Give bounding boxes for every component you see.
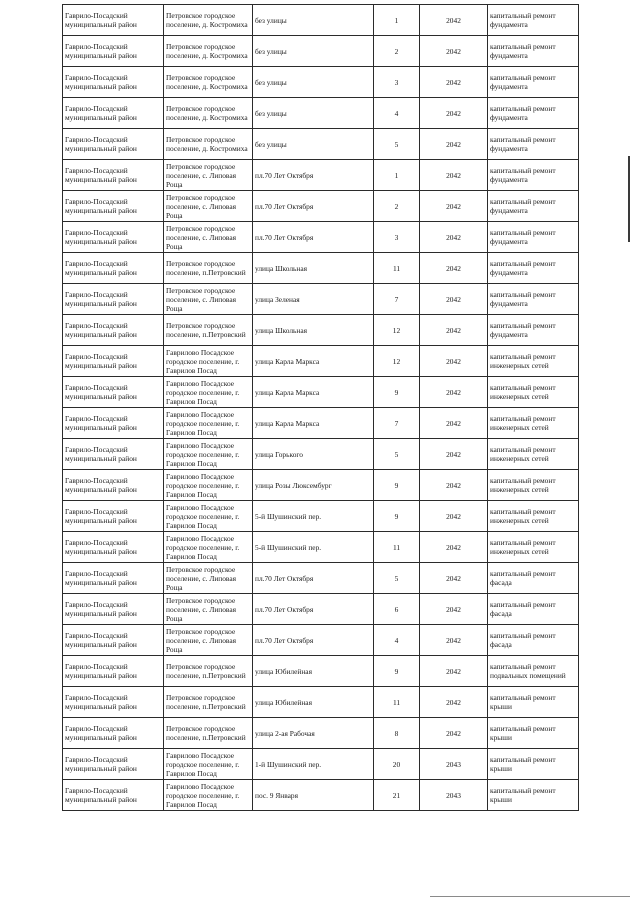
- work-type-cell: капитальный ремонт фасада: [488, 625, 579, 656]
- street-cell: без улицы: [253, 129, 374, 160]
- work-type-cell: капитальный ремонт подвальных помещений: [488, 656, 579, 687]
- year-cell: 2042: [420, 346, 488, 377]
- district-cell: Гаврило-Посадский муниципальный район: [63, 160, 164, 191]
- house-number-cell: 5: [374, 439, 420, 470]
- table-row: [63, 656, 579, 687]
- street-cell: без улицы: [253, 36, 374, 67]
- scan-edge-mark: [628, 156, 630, 242]
- table-row: [63, 594, 579, 625]
- table-row: [63, 439, 579, 470]
- house-number-cell: 11: [374, 687, 420, 718]
- work-type-cell: капитальный ремонт фасада: [488, 594, 579, 625]
- house-number-cell: 3: [374, 67, 420, 98]
- table-row: [63, 563, 579, 594]
- street-cell: без улицы: [253, 98, 374, 129]
- work-type-cell: капитальный ремонт фундамента: [488, 222, 579, 253]
- house-number-cell: 9: [374, 656, 420, 687]
- street-cell: улица Школьная: [253, 315, 374, 346]
- work-type-cell: капитальный ремонт фундамента: [488, 36, 579, 67]
- table-row: [63, 780, 579, 811]
- table-row: [63, 718, 579, 749]
- district-cell: Гаврило-Посадский муниципальный район: [63, 749, 164, 780]
- street-cell: пл.70 Лет Октября: [253, 594, 374, 625]
- table-body: [63, 5, 579, 811]
- year-cell: 2042: [420, 36, 488, 67]
- street-cell: без улицы: [253, 67, 374, 98]
- settlement-cell: Гаврилово Посадское городское поселение, г. Гаврилов Посад: [164, 346, 253, 377]
- street-cell: улица Карла Маркса: [253, 346, 374, 377]
- year-cell: 2042: [420, 656, 488, 687]
- table-row: [63, 408, 579, 439]
- house-number-cell: 9: [374, 501, 420, 532]
- settlement-cell: Петровское городское поселение, п.Петровский: [164, 253, 253, 284]
- district-cell: Гаврило-Посадский муниципальный район: [63, 625, 164, 656]
- house-number-cell: 9: [374, 377, 420, 408]
- work-type-cell: капитальный ремонт инженерных сетей: [488, 346, 579, 377]
- district-cell: Гаврило-Посадский муниципальный район: [63, 656, 164, 687]
- district-cell: Гаврило-Посадский муниципальный район: [63, 36, 164, 67]
- street-cell: пл.70 Лет Октября: [253, 222, 374, 253]
- table-row: [63, 532, 579, 563]
- table-row: [63, 5, 579, 36]
- house-number-cell: 8: [374, 718, 420, 749]
- district-cell: Гаврило-Посадский муниципальный район: [63, 346, 164, 377]
- work-type-cell: капитальный ремонт фундамента: [488, 67, 579, 98]
- street-cell: улица 2-ая Рабочая: [253, 718, 374, 749]
- street-cell: улица Карла Маркса: [253, 377, 374, 408]
- district-cell: Гаврило-Посадский муниципальный район: [63, 563, 164, 594]
- district-cell: Гаврило-Посадский муниципальный район: [63, 377, 164, 408]
- house-number-cell: 9: [374, 470, 420, 501]
- street-cell: 5-й Шушинский пер.: [253, 501, 374, 532]
- street-cell: улица Горького: [253, 439, 374, 470]
- year-cell: 2042: [420, 67, 488, 98]
- table-row: [63, 346, 579, 377]
- street-cell: пл.70 Лет Октября: [253, 160, 374, 191]
- district-cell: Гаврило-Посадский муниципальный район: [63, 408, 164, 439]
- house-number-cell: 20: [374, 749, 420, 780]
- settlement-cell: Петровское городское поселение, с. Липовая Роща: [164, 594, 253, 625]
- year-cell: 2042: [420, 408, 488, 439]
- table-row: [63, 191, 579, 222]
- district-cell: Гаврило-Посадский муниципальный район: [63, 687, 164, 718]
- table-row: [63, 470, 579, 501]
- district-cell: Гаврило-Посадский муниципальный район: [63, 222, 164, 253]
- district-cell: Гаврило-Посадский муниципальный район: [63, 315, 164, 346]
- district-cell: Гаврило-Посадский муниципальный район: [63, 470, 164, 501]
- house-number-cell: 1: [374, 160, 420, 191]
- house-number-cell: 4: [374, 625, 420, 656]
- settlement-cell: Петровское городское поселение, д. Костромиха: [164, 36, 253, 67]
- work-type-cell: капитальный ремонт крыши: [488, 718, 579, 749]
- year-cell: 2042: [420, 470, 488, 501]
- year-cell: 2042: [420, 718, 488, 749]
- table-row: [63, 501, 579, 532]
- table-row: [63, 160, 579, 191]
- table-row: [63, 315, 579, 346]
- work-type-cell: капитальный ремонт фундамента: [488, 284, 579, 315]
- table-row: [63, 749, 579, 780]
- year-cell: 2042: [420, 160, 488, 191]
- year-cell: 2042: [420, 129, 488, 160]
- year-cell: 2042: [420, 594, 488, 625]
- work-type-cell: капитальный ремонт инженерных сетей: [488, 532, 579, 563]
- year-cell: 2042: [420, 253, 488, 284]
- settlement-cell: Гаврилово Посадское городское поселение, г. Гаврилов Посад: [164, 408, 253, 439]
- table-row: [63, 253, 579, 284]
- table-row: [63, 222, 579, 253]
- district-cell: Гаврило-Посадский муниципальный район: [63, 98, 164, 129]
- settlement-cell: Петровское городское поселение, п.Петровский: [164, 718, 253, 749]
- year-cell: 2042: [420, 501, 488, 532]
- work-type-cell: капитальный ремонт фундамента: [488, 315, 579, 346]
- house-number-cell: 1: [374, 5, 420, 36]
- house-number-cell: 7: [374, 408, 420, 439]
- year-cell: 2042: [420, 377, 488, 408]
- house-number-cell: 5: [374, 563, 420, 594]
- street-cell: пл.70 Лет Октября: [253, 191, 374, 222]
- settlement-cell: Петровское городское поселение, с. Липовая Роща: [164, 284, 253, 315]
- district-cell: Гаврило-Посадский муниципальный район: [63, 439, 164, 470]
- table-row: [63, 36, 579, 67]
- table-row: [63, 98, 579, 129]
- table-row: [63, 687, 579, 718]
- settlement-cell: Петровское городское поселение, д. Костромиха: [164, 98, 253, 129]
- work-type-cell: капитальный ремонт инженерных сетей: [488, 377, 579, 408]
- street-cell: пл.70 Лет Октября: [253, 625, 374, 656]
- work-type-cell: капитальный ремонт фундамента: [488, 129, 579, 160]
- year-cell: 2042: [420, 284, 488, 315]
- settlement-cell: Гаврилово Посадское городское поселение, г. Гаврилов Посад: [164, 749, 253, 780]
- settlement-cell: Гаврилово Посадское городское поселение, г. Гаврилов Посад: [164, 439, 253, 470]
- district-cell: Гаврило-Посадский муниципальный район: [63, 718, 164, 749]
- year-cell: 2042: [420, 98, 488, 129]
- settlement-cell: Гаврилово Посадское городское поселение, г. Гаврилов Посад: [164, 470, 253, 501]
- house-number-cell: 11: [374, 532, 420, 563]
- street-cell: улица Розы Люксембург: [253, 470, 374, 501]
- year-cell: 2042: [420, 315, 488, 346]
- district-cell: Гаврило-Посадский муниципальный район: [63, 594, 164, 625]
- table-row: [63, 67, 579, 98]
- settlement-cell: Петровское городское поселение, п.Петровский: [164, 656, 253, 687]
- year-cell: 2042: [420, 625, 488, 656]
- house-number-cell: 5: [374, 129, 420, 160]
- year-cell: 2042: [420, 5, 488, 36]
- year-cell: 2043: [420, 749, 488, 780]
- settlement-cell: Гаврилово Посадское городское поселение, г. Гаврилов Посад: [164, 532, 253, 563]
- street-cell: без улицы: [253, 5, 374, 36]
- street-cell: улица Карла Маркса: [253, 408, 374, 439]
- district-cell: Гаврило-Посадский муниципальный район: [63, 253, 164, 284]
- house-number-cell: 21: [374, 780, 420, 811]
- work-type-cell: капитальный ремонт крыши: [488, 687, 579, 718]
- street-cell: улица Зеленая: [253, 284, 374, 315]
- settlement-cell: Петровское городское поселение, с. Липовая Роща: [164, 563, 253, 594]
- work-type-cell: капитальный ремонт инженерных сетей: [488, 408, 579, 439]
- table-row: [63, 625, 579, 656]
- work-type-cell: капитальный ремонт инженерных сетей: [488, 470, 579, 501]
- scan-bottom-line: [430, 896, 630, 897]
- settlement-cell: Петровское городское поселение, д. Костромиха: [164, 129, 253, 160]
- year-cell: 2042: [420, 191, 488, 222]
- work-type-cell: капитальный ремонт инженерных сетей: [488, 439, 579, 470]
- work-type-cell: капитальный ремонт фундамента: [488, 160, 579, 191]
- repair-schedule-table: [62, 4, 579, 811]
- settlement-cell: Петровское городское поселение, с. Липовая Роща: [164, 222, 253, 253]
- settlement-cell: Гаврилово Посадское городское поселение, г. Гаврилов Посад: [164, 501, 253, 532]
- street-cell: улица Школьная: [253, 253, 374, 284]
- district-cell: Гаврило-Посадский муниципальный район: [63, 501, 164, 532]
- house-number-cell: 12: [374, 346, 420, 377]
- table-row: [63, 129, 579, 160]
- house-number-cell: 7: [374, 284, 420, 315]
- house-number-cell: 2: [374, 191, 420, 222]
- settlement-cell: Петровское городское поселение, с. Липовая Роща: [164, 625, 253, 656]
- year-cell: 2042: [420, 687, 488, 718]
- district-cell: Гаврило-Посадский муниципальный район: [63, 284, 164, 315]
- street-cell: 1-й Шушинский пер.: [253, 749, 374, 780]
- district-cell: Гаврило-Посадский муниципальный район: [63, 129, 164, 160]
- street-cell: улица Юбилейная: [253, 687, 374, 718]
- settlement-cell: Петровское городское поселение, п.Петровский: [164, 315, 253, 346]
- house-number-cell: 11: [374, 253, 420, 284]
- house-number-cell: 3: [374, 222, 420, 253]
- settlement-cell: Петровское городское поселение, д. Костромиха: [164, 67, 253, 98]
- street-cell: 5-й Шушинский пер.: [253, 532, 374, 563]
- work-type-cell: капитальный ремонт крыши: [488, 749, 579, 780]
- district-cell: Гаврило-Посадский муниципальный район: [63, 780, 164, 811]
- street-cell: пл.70 Лет Октября: [253, 563, 374, 594]
- house-number-cell: 4: [374, 98, 420, 129]
- work-type-cell: капитальный ремонт фундамента: [488, 5, 579, 36]
- year-cell: 2042: [420, 563, 488, 594]
- work-type-cell: капитальный ремонт фундамента: [488, 191, 579, 222]
- house-number-cell: 12: [374, 315, 420, 346]
- table-row: [63, 284, 579, 315]
- street-cell: пос. 9 Января: [253, 780, 374, 811]
- year-cell: 2042: [420, 439, 488, 470]
- work-type-cell: капитальный ремонт крыши: [488, 780, 579, 811]
- house-number-cell: 6: [374, 594, 420, 625]
- district-cell: Гаврило-Посадский муниципальный район: [63, 191, 164, 222]
- district-cell: Гаврило-Посадский муниципальный район: [63, 532, 164, 563]
- settlement-cell: Гаврилово Посадское городское поселение, г. Гаврилов Посад: [164, 377, 253, 408]
- work-type-cell: капитальный ремонт фасада: [488, 563, 579, 594]
- settlement-cell: Петровское городское поселение, д. Костромиха: [164, 5, 253, 36]
- settlement-cell: Петровское городское поселение, с. Липовая Роща: [164, 191, 253, 222]
- year-cell: 2043: [420, 780, 488, 811]
- work-type-cell: капитальный ремонт инженерных сетей: [488, 501, 579, 532]
- settlement-cell: Петровское городское поселение, п.Петровский: [164, 687, 253, 718]
- district-cell: Гаврило-Посадский муниципальный район: [63, 67, 164, 98]
- work-type-cell: капитальный ремонт фундамента: [488, 98, 579, 129]
- house-number-cell: 2: [374, 36, 420, 67]
- street-cell: улица Юбилейная: [253, 656, 374, 687]
- settlement-cell: Гаврилово Посадское городское поселение, г. Гаврилов Посад: [164, 780, 253, 811]
- work-type-cell: капитальный ремонт фундамента: [488, 253, 579, 284]
- district-cell: Гаврило-Посадский муниципальный район: [63, 5, 164, 36]
- table-row: [63, 377, 579, 408]
- year-cell: 2042: [420, 532, 488, 563]
- settlement-cell: Петровское городское поселение, с. Липовая Роща: [164, 160, 253, 191]
- year-cell: 2042: [420, 222, 488, 253]
